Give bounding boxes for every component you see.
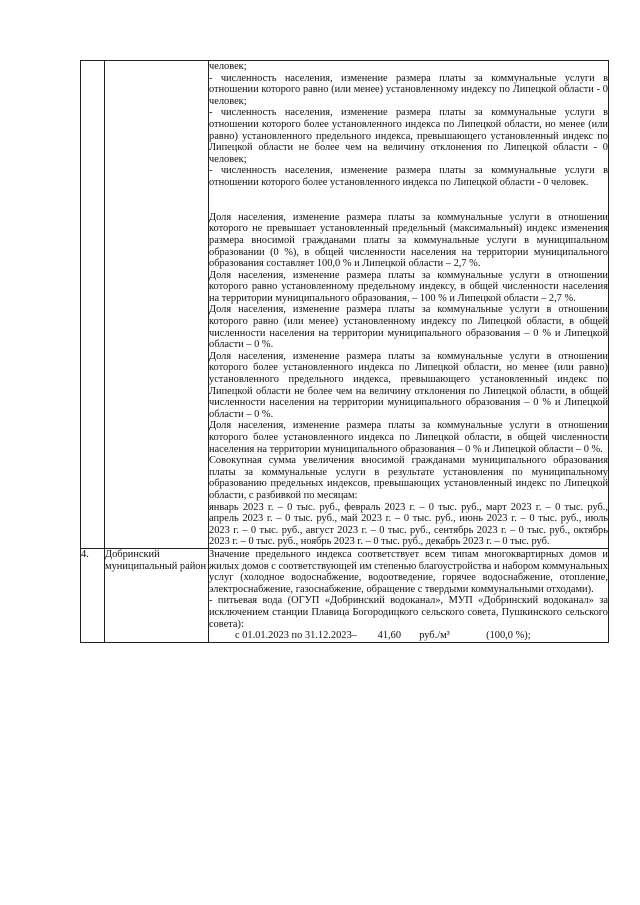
paragraph: январь 2023 г. – 0 тыс. руб., февраль 2023 г. – 0 тыс. руб., март 2023 г. – 0 тыс. руб., апрель 2023 г. – 0 тыс. руб., май 2023 г. – 0 тыс. руб., июнь 2023 г. – 0 тыс. руб., июль 2023 г. – 0 тыс. руб., август 2023 г. – 0 тыс. руб., сентябрь 2023 г. – 0 тыс. руб., октябрь 2023 г. – 0 тыс. руб., ноябрь 2023 г. – 0 тыс. руб., декабрь 2023 г. – 0 тыс. руб. (209, 501, 608, 548)
paragraph: человек; (209, 61, 247, 72)
municipality-name: Добринский муниципальный район (105, 548, 209, 642)
paragraph: - численность населения, изменение размера платы за коммунальные услуги в отношении которого более установленного индекса по Липецкой области - 0 человек. (209, 165, 608, 188)
row-description (209, 548, 609, 642)
row-description (209, 61, 609, 549)
paragraph: - численность населения, изменение размера платы за коммунальные услуги в отношении которого равно (или менее) установленному индексу по Липецкой области - 0 человек; (209, 72, 608, 107)
paragraph: Доля населения, изменение размера платы за коммунальные услуги в отношении которого равно (или менее) установленному индексу по Липецкой области, в общей численности населения на территории муниципального образования – 0 % и Липецкой области – 0 %. (209, 304, 608, 351)
row-number (81, 61, 105, 549)
paragraph: Значение предельного индекса соответствует всем типам многоквартирных домов и жилых домов с соответствующей им степенью благоустройства и набором коммунальных услуг (холодное водоснабжение, водоотведение, горячее водоснабжение, отопление, электроснабжение, газоснабжение, обращение с твердыми коммунальными отходами). (209, 548, 608, 595)
tariff-line: с 01.01.2023 по 31.12.2023– 41,60 руб./м³ (100,0 %); (209, 630, 531, 642)
paragraph: Доля населения, изменение размера платы за коммунальные услуги в отношении которого равно установленному предельному индексу, в общей численности населения на территории муниципального образования, – 100 % и Липецкой области – 2,7 %. (209, 269, 608, 304)
table-row (81, 61, 609, 549)
paragraph: Совокупная сумма увеличения вносимой гражданами муниципального образования платы за коммунальные услуги в результате установления по муниципальному образованию предельных индексов, превышающих установленный индекс по Липецкой области, с разбивкой по месяцам: (209, 455, 608, 501)
paragraph: Доля населения, изменение размера платы за коммунальные услуги в отношении которого более установленного индекса по Липецкой области, в общей численности населения на территории муниципального образования – 0 % и Липецкой области – 0 %. (209, 420, 608, 455)
paragraph: Доля населения, изменение размера платы за коммунальные услуги в отношении которого более установленного индекса по Липецкой области, но менее (или равно) установленного предельного индекса, превышающего установленный индекс по Липецкой области не более чем на величину отклонения по Липецкой области, в общей численности населения на территории муниципального образования – 0 % и Липецкой области – 0 %. (209, 350, 608, 420)
blank-line (209, 200, 608, 212)
table-row (81, 548, 609, 642)
municipality-name (105, 61, 209, 549)
paragraph: - питьевая вода (ОГУП «Добринский водоканал», МУП «Добринский водоканал» за исключением станции Плавица Богородицкого сельского совета, Пушкинского сельского совета): (209, 595, 608, 630)
paragraph: - численность населения, изменение размера платы за коммунальные услуги в отношении которого более установленного индекса по Липецкой области, но менее (или равно) установленного предельного индекса, превышающего установленный индекс по Липецкой области не более чем на величину отклонения по Липецкой области - 0 человек; (209, 107, 608, 165)
blank-line (209, 189, 608, 201)
row-number: 4. (81, 548, 105, 642)
paragraph: Доля населения, изменение размера платы за коммунальные услуги в отношении которого не превышает установленный предельный (максимальный) индекс изменения размера вносимой гражданами платы за коммунальные услуги в муниципальном образовании (0 %), в общей численности населения на территории муниципального образования составляет 100,0 % и Липецкой области – 2,7 %. (209, 211, 608, 270)
index-table (80, 60, 609, 643)
